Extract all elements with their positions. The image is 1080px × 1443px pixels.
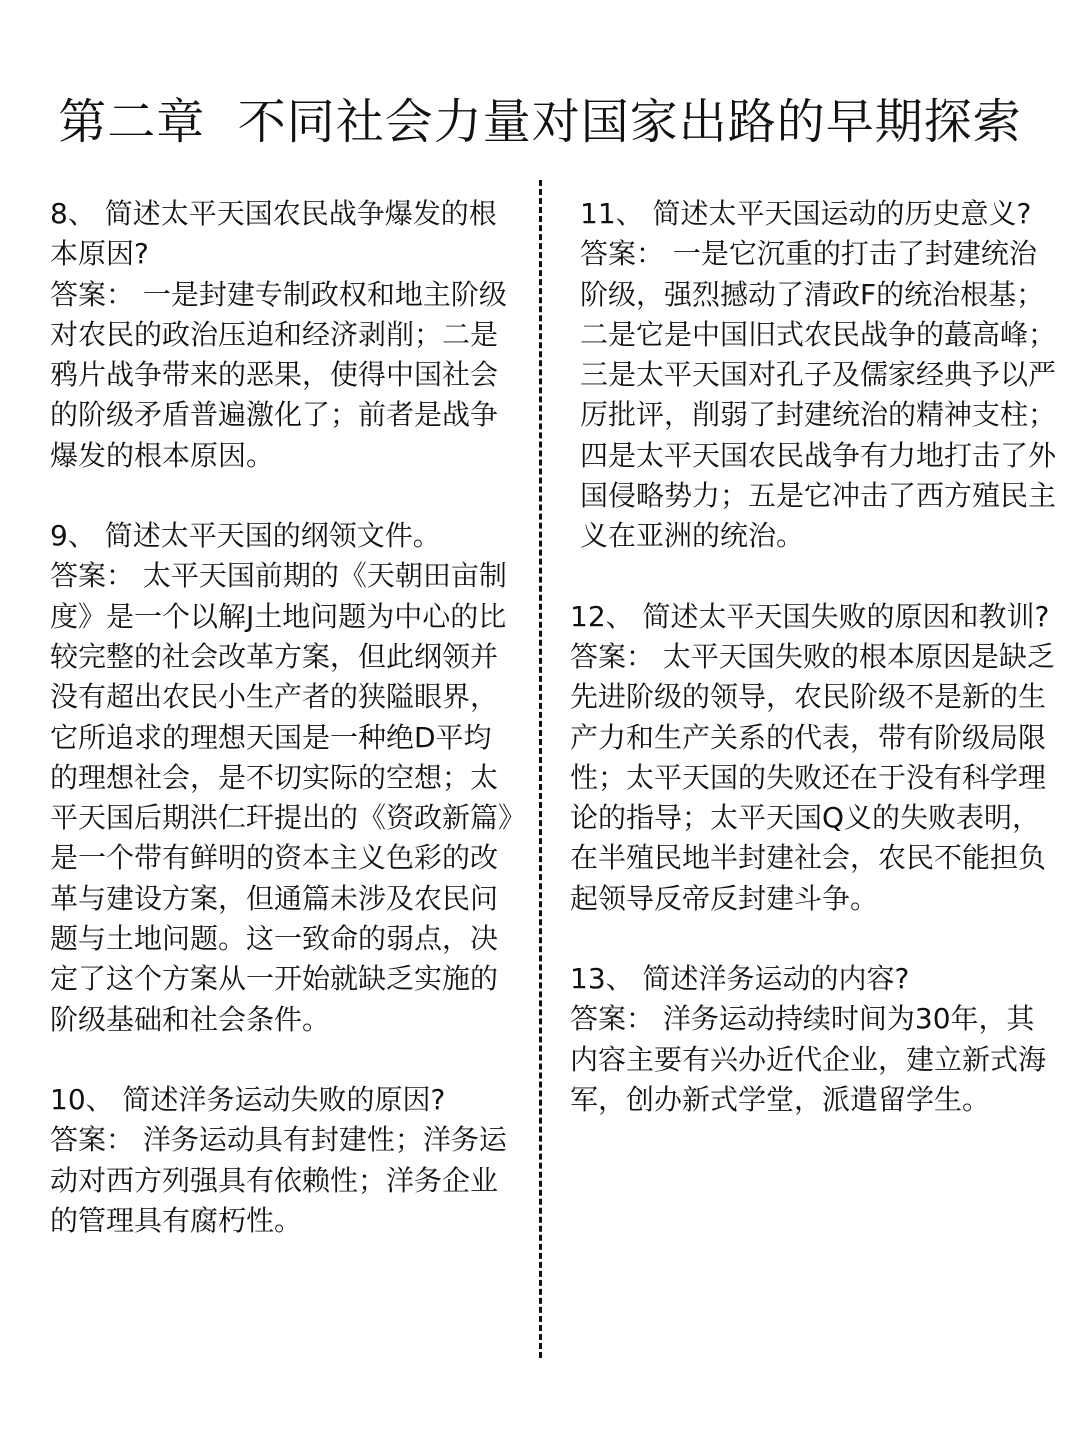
column-divider xyxy=(539,180,542,1358)
question-8: 8、 简述太平天国农民战争爆发的根本原因? xyxy=(50,197,497,271)
answer-9: 答案： 太平天国前期的《天朝田亩制度》是一个以解J土地问题为中心的比较完整的社会改革方案，但此纲领并没有超出农民小生产者的狭隘眼界，它所追求的理想天国是一种绝D平均的理想社会，是不切实际的空想；太平天国后期洪仁玕提出的《资政新篇》是一个带有鲜明的资本主义色彩的改革与建设方案，但通篇未涉及农民问题与土地问题。这一致命的弱点，决定了这个方案从一开始就缺乏实施的阶级基础和社会条件。 xyxy=(50,559,513,1036)
question-11: 11、 简述太平天国运动的历史意义? xyxy=(580,197,1032,230)
question-13: 13、 简述洋务运动的内容? xyxy=(570,962,910,996)
page-title: 第二章 不同社会力量对国家出路的早期探索 xyxy=(58,94,1022,150)
right-column xyxy=(570,194,1056,1120)
left-column xyxy=(50,194,514,1241)
qa-item-8 xyxy=(50,194,514,476)
question-12: 12、 简述太平天国失败的原因和教训? xyxy=(570,599,1050,633)
question-9: 9、 简述太平天国的纲领文件。 xyxy=(50,519,441,553)
qa-item-11 xyxy=(580,194,1056,557)
answer-11: 答案： 一是它沉重的打击了封建统治阶级，强烈撼动了清政F的统治根基；二是它是中国旧式农民战争的蕞高峰；三是太平天国对孔子及儒家经典予以严厉批评，削弱了封建统治的精神支柱；四是太平天国农民战争有力地打击了外国侵略势力；五是它冲击了西方殖民主义在亚洲的统治。 xyxy=(580,237,1057,553)
qa-item-9 xyxy=(50,516,514,1040)
answer-12: 答案： 太平天国失败的根本原因是缺乏先进阶级的领导，农民阶级不是新的生产力和生产关系的代表，带有阶级局限性；太平天国的失败还在于没有科学理论的指导；太平天国Q义的失败表明，在半殖民地半封建社会，农民不能担负起领导反帝反封建斗争。 xyxy=(570,639,1055,915)
question-10: 10、 简述洋务运动失败的原因? xyxy=(50,1082,446,1116)
qa-item-13 xyxy=(570,959,1056,1120)
answer-8: 答案： 一是封建专制政权和地主阶级对农民的政治压迫和经济剥削；二是鸦片战争带来的恶果，使得中国社会的阶级矛盾普遍激化了；前者是战争爆发的根本原因。 xyxy=(50,277,507,472)
qa-item-10 xyxy=(50,1080,514,1241)
qa-item-12 xyxy=(570,597,1056,919)
answer-13: 答案： 洋务运动持续时间为30年，其内容主要有兴办近代企业，建立新式海军，创办新式学堂，派遣留学生。 xyxy=(570,1002,1047,1116)
answer-10: 答案： 洋务运动具有封建性；洋务运动对西方列强具有依赖性；洋务企业的管理具有腐朽性。 xyxy=(50,1123,507,1237)
